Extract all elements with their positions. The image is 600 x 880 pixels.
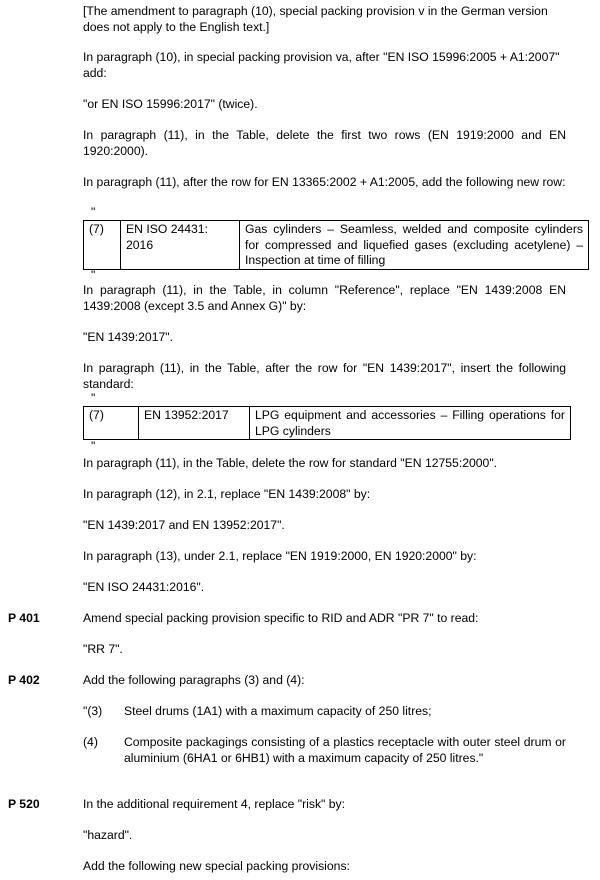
table-cell: EN ISO 24431: 2016 <box>121 221 240 270</box>
paragraph-13-instruction: In paragraph (13), under 2.1, replace "EN 1919:2000, EN 1920:2000" by: <box>83 549 477 563</box>
p402-instruction: Add the following paragraphs (3) and (4): <box>83 673 305 687</box>
paragraph-11-insert-standard: In paragraph (11), in the Table, after the row for "EN 1439:2017", insert the following standard: <box>83 361 566 391</box>
table-row <box>84 407 571 440</box>
section-label-p402: P 402 <box>8 673 40 687</box>
table-cell: Gas cylinders – Seamless, welded and composite cylinders for compressed and liquefied gases (excluding acetylene) – Inspection at time of filling <box>240 221 589 270</box>
p401-quote: "RR 7". <box>83 642 123 656</box>
paragraph-13-replacement: "EN ISO 24431:2016". <box>83 580 205 594</box>
section-label-p401: P 401 <box>8 611 40 625</box>
quote-mark: " <box>91 205 96 219</box>
section-label-p520: P 520 <box>8 797 40 811</box>
paragraph-11-delete-row: In paragraph (11), in the Table, delete the row for standard "EN 12755:2000". <box>83 456 498 470</box>
table-cell: (7) <box>84 407 139 440</box>
item-number: (4) <box>83 735 98 749</box>
p520-add-provisions: Add the following new special packing provisions: <box>83 859 350 873</box>
paragraph-12-replacement: "EN 1439:2017 and EN 13952:2017". <box>83 518 285 532</box>
new-row-table-iso-24431 <box>83 220 589 270</box>
table-cell: EN 13952:2017 <box>139 407 250 440</box>
paragraph-12-instruction: In paragraph (12), in 2.1, replace "EN 1439:2008" by: <box>83 487 371 501</box>
p402-item-3 <box>83 704 566 720</box>
table-cell: LPG equipment and accessories – Filling operations for LPG cylinders <box>250 407 571 440</box>
paragraph-11-delete-rows: In paragraph (11), in the Table, delete the first two rows (EN 1919:2000 and EN 1920:2000). <box>83 128 566 158</box>
paragraph-10-instruction: In paragraph (10), in special packing provision va, after "EN ISO 15996:2005 + A1:2007" add: <box>83 50 560 80</box>
quote-mark: " <box>91 268 96 282</box>
table-cell: (7) <box>84 221 121 270</box>
item-text: Composite packagings consisting of a plastics receptacle with outer steel drum or aluminium (6HA1 or 6HB1) with a maximum capacity of 250 litres." <box>124 735 566 765</box>
p520-quote: "hazard". <box>83 828 133 842</box>
p520-instruction: In the additional requirement 4, replace "risk" by: <box>83 797 346 811</box>
table-row <box>84 221 589 270</box>
paragraph-10-quote: "or EN ISO 15996:2017" (twice). <box>83 97 258 111</box>
quote-mark: " <box>91 439 96 453</box>
paragraph-11-add-row: In paragraph (11), after the row for EN 13365:2002 + A1:2005, add the following new row: <box>83 175 566 189</box>
item-number: "(3) <box>83 704 103 718</box>
new-row-table-en-13952 <box>83 406 571 440</box>
paragraph-11-replacement: "EN 1439:2017". <box>83 330 173 344</box>
p402-item-4 <box>83 735 566 782</box>
item-text: Steel drums (1A1) with a maximum capacity of 250 litres; <box>124 704 432 718</box>
quote-mark: " <box>91 391 96 405</box>
amendment-note: [The amendment to paragraph (10), special packing provision v in the German version does not apply to the English text.] <box>83 4 548 34</box>
p401-instruction: Amend special packing provision specific to RID and ADR "PR 7" to read: <box>83 611 479 625</box>
paragraph-11-replace-reference: In paragraph (11), in the Table, in column "Reference", replace "EN 1439:2008 EN 1439:2008 (except 3.5 and Annex G)" by: <box>83 283 566 313</box>
